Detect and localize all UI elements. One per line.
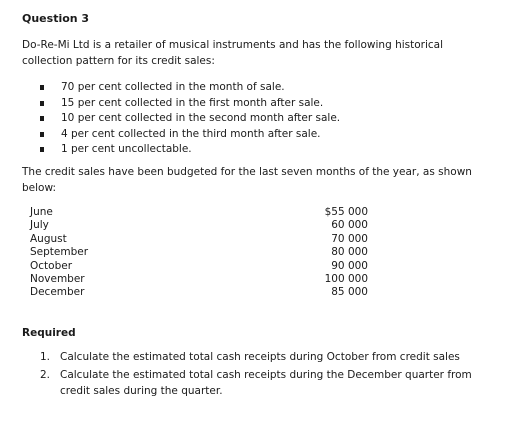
list-item: [40, 142, 340, 158]
intro-paragraph: Do-Re-Mi Ltd is a retailer of musical instruments and has the following historical collection pattern for its credit sales:: [22, 39, 444, 67]
required-heading: Required: [22, 327, 76, 339]
table-row: [30, 206, 368, 219]
item-text: Calculate the estimated total cash receipts during October from credit sales: [60, 351, 460, 363]
bullet-icon: [40, 116, 44, 121]
item-number: 1.: [40, 351, 51, 363]
table-row: [30, 286, 368, 299]
bullet-icon: [40, 147, 44, 152]
month-cell: December: [30, 286, 85, 299]
collection-pattern-list: [40, 80, 340, 158]
table-row: [30, 219, 368, 232]
amount-cell: 85 000: [331, 286, 368, 299]
amount-cell: 70 000: [331, 232, 368, 245]
list-item-text: 70 per cent collected in the month of sale.: [61, 81, 285, 93]
list-item-text: 15 per cent collected in the first month after sale.: [61, 96, 324, 109]
amount-cell: 60 000: [331, 219, 368, 232]
month-cell: November: [30, 272, 85, 285]
question-heading: Question 3: [22, 12, 90, 25]
table-row: [30, 260, 368, 273]
list-item: [40, 96, 340, 112]
requirements-list: [40, 349, 490, 401]
item-text: Calculate the estimated total cash receipts during the December quarter from credit sales during the quarter.: [60, 369, 472, 397]
item-number: 2.: [40, 369, 51, 381]
table-row: [30, 273, 368, 286]
bullet-icon: [40, 132, 44, 137]
month-cell: August: [30, 232, 67, 245]
credit-sales-table: [30, 206, 368, 300]
month-cell: September: [30, 246, 89, 259]
amount-cell: 90 000: [331, 259, 368, 272]
sales-intro-paragraph: The credit sales have been budgeted for the last seven months of the year, as shown below:: [22, 166, 472, 194]
list-item-text: 4 per cent collected in the third month after sale.: [61, 127, 321, 140]
list-item: [40, 80, 340, 96]
list-item: [40, 367, 490, 399]
month-cell: June: [30, 206, 53, 218]
table-row: [30, 246, 368, 259]
list-item: [40, 349, 490, 365]
bullet-icon: [40, 101, 44, 106]
table-row: [30, 233, 368, 246]
amount-cell: 100 000: [324, 272, 368, 285]
month-cell: October: [30, 259, 73, 272]
amount-cell: $55 000: [324, 206, 368, 218]
amount-cell: 80 000: [331, 246, 368, 259]
list-item-text: 1 per cent uncollectable.: [61, 143, 192, 156]
month-cell: July: [30, 219, 49, 232]
list-item-text: 10 per cent collected in the second month after sale.: [61, 112, 341, 125]
bullet-icon: [40, 85, 44, 90]
list-item: [40, 127, 340, 143]
list-item: [40, 111, 340, 127]
